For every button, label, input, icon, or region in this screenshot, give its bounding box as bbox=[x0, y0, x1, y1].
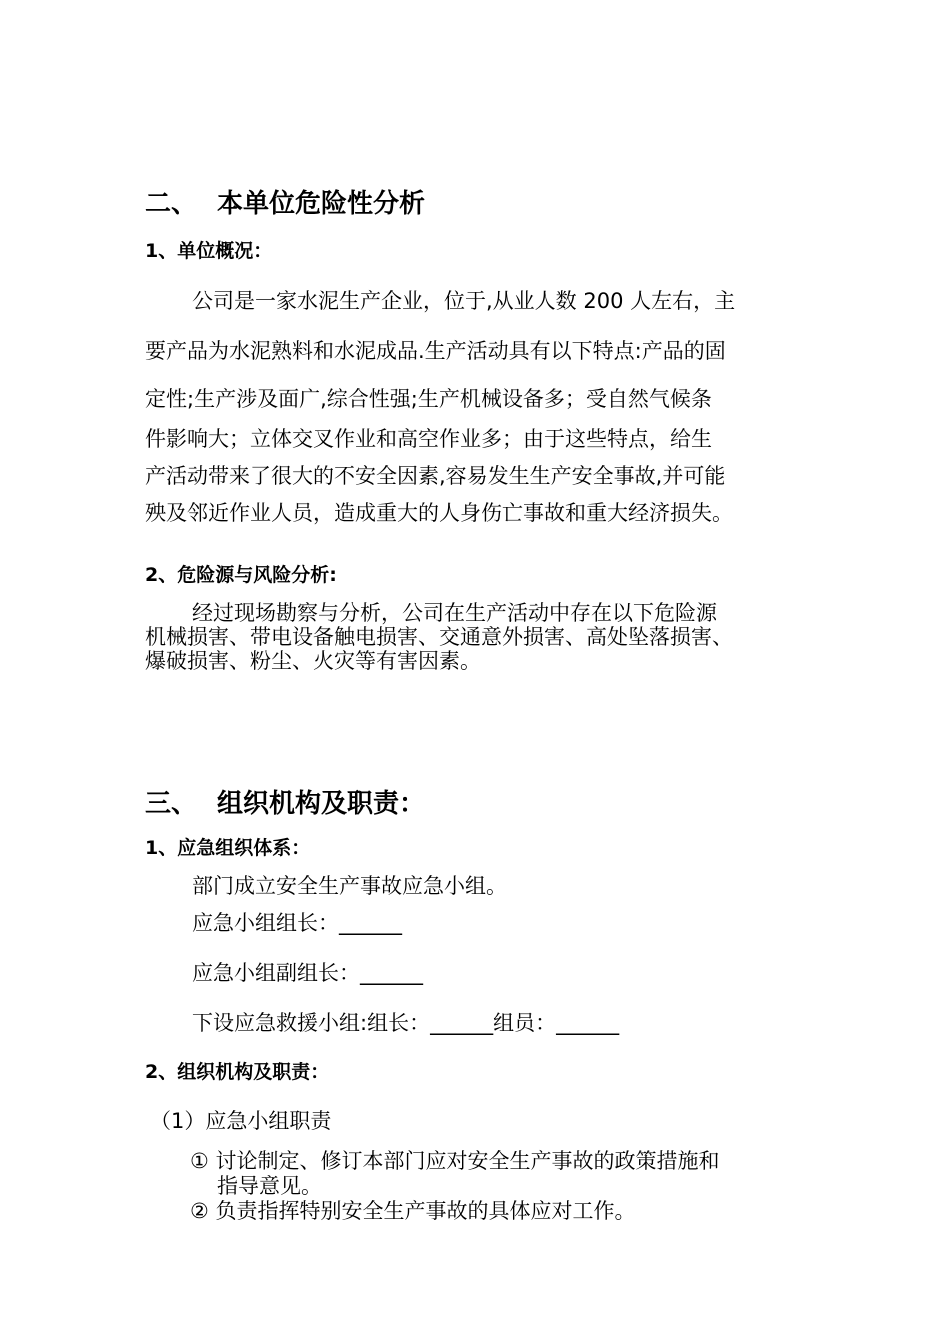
team-leader-line: 应急小组组长：______ bbox=[192, 911, 402, 935]
paragraph-line: 部门成立安全生产事故应急小组。 bbox=[192, 874, 507, 898]
duty-list-item: ② 负责指挥特别安全生产事故的具体应对工作。 bbox=[190, 1199, 636, 1223]
section-3-heading bbox=[145, 783, 425, 820]
rescue-team-line: 下设应急救援小组:组长：______组员：______ bbox=[192, 1011, 620, 1035]
paragraph-line: 产活动带来了很大的不安全因素,容易发生生产安全事故,并可能 bbox=[145, 464, 726, 488]
paragraph-line: 殃及邻近作业人员，造成重大的人身伤亡事故和重大经济损失。 bbox=[145, 501, 733, 525]
subsection-3-1-title: 1、应急组织体系： bbox=[145, 837, 311, 859]
subsection-3-2-title: 2、组织机构及职责： bbox=[145, 1061, 330, 1083]
section-2-title: 本单位危险性分析 bbox=[217, 189, 426, 219]
paragraph-line: 经过现场勘察与分析，公司在生产活动中存在以下危险源 bbox=[192, 601, 717, 625]
section-3-number: 三、 bbox=[145, 789, 198, 819]
duty-item-title: （1）应急小组职责 bbox=[150, 1109, 332, 1133]
paragraph-line: 公司是一家水泥生产企业，位于,从业人数 200 人左右，主 bbox=[192, 289, 736, 313]
paragraph-line: 爆破损害、粉尘、火灾等有害因素。 bbox=[145, 649, 481, 673]
subsection-2-1-title: 1、单位概况： bbox=[145, 240, 273, 262]
section-2-number: 二、 bbox=[145, 189, 198, 219]
paragraph-line: 机械损害、带电设备触电损害、交通意外损害、高处坠落损害、 bbox=[145, 625, 733, 649]
subsection-2-2-title: 2、危险源与风险分析: bbox=[145, 564, 337, 586]
paragraph-line: 要产品为水泥熟料和水泥成品.生产活动具有以下特点:产品的固 bbox=[145, 339, 726, 363]
deputy-leader-line: 应急小组副组长：______ bbox=[192, 961, 423, 985]
duty-list-item: ① 讨论制定、修订本部门应对安全生产事故的政策措施和 bbox=[190, 1149, 720, 1173]
section-2-heading bbox=[145, 183, 425, 220]
paragraph-line: 件影响大；立体交叉作业和高空作业多；由于这些特点，给生 bbox=[145, 427, 712, 451]
section-3-title: 组织机构及职责： bbox=[217, 789, 426, 819]
duty-list-item-continuation: 指导意见。 bbox=[217, 1174, 322, 1198]
paragraph-line: 定性;生产涉及面广,综合性强;生产机械设备多；受自然气候条 bbox=[145, 387, 712, 411]
